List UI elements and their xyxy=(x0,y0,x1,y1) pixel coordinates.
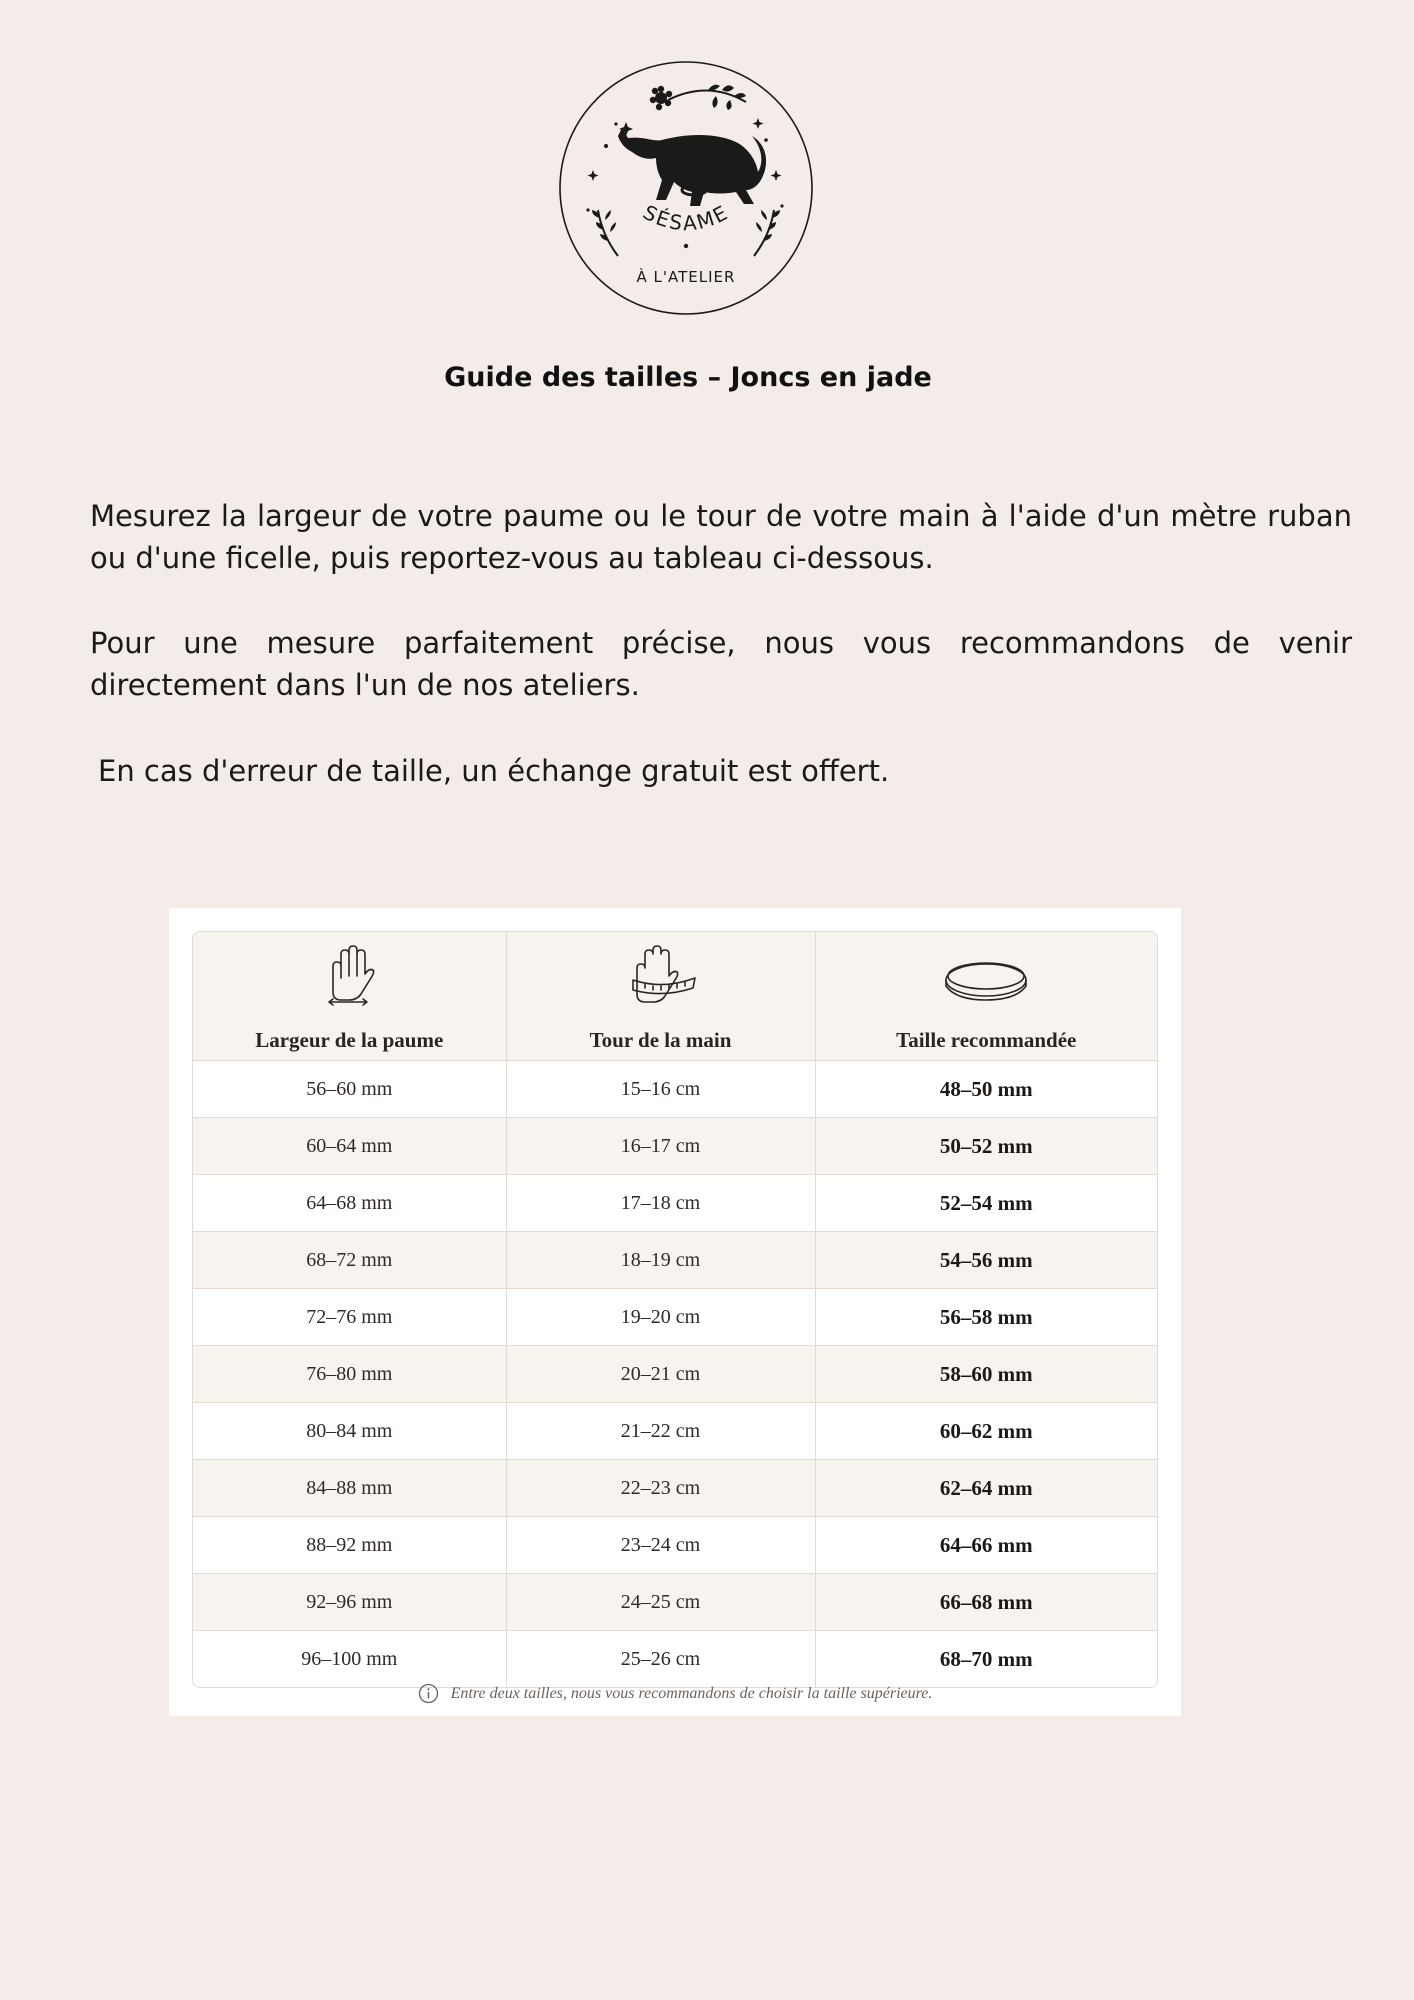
page-title: Guide des tailles – Joncs en jade xyxy=(444,362,932,393)
cell-hand-circumference: 22–23 cm xyxy=(506,1460,815,1517)
cell-recommended-size: 68–70 mm xyxy=(939,1646,1033,1671)
paragraph-exchange: En cas d'erreur de taille, un échange gratuit est offert. xyxy=(98,754,890,788)
table-row xyxy=(193,1346,1157,1403)
cell-hand-circumference: 18–19 cm xyxy=(506,1232,815,1289)
cell-hand-circumference: 16–17 cm xyxy=(506,1118,815,1175)
table-row xyxy=(193,1118,1157,1175)
size-table-wrapper xyxy=(192,931,1158,1688)
cell-palm-width: 60–64 mm xyxy=(193,1118,506,1175)
cell-recommended-size: 58–60 mm xyxy=(815,1346,1157,1403)
cell-hand-circumference: 17–18 cm xyxy=(506,1175,815,1232)
table-row xyxy=(193,1631,1157,1688)
cell-palm-width: 68–72 mm xyxy=(193,1232,506,1289)
table-row xyxy=(193,1517,1157,1574)
cell-hand-circumference: 24–25 cm xyxy=(506,1574,815,1631)
table-header-row xyxy=(193,932,1157,1061)
hand-width-icon xyxy=(319,940,379,1012)
cell-recommended-size: 60–62 mm xyxy=(815,1403,1157,1460)
cell-palm-width: 76–80 mm xyxy=(193,1346,506,1403)
cell-recommended-size: 56–58 mm xyxy=(815,1289,1157,1346)
cell-hand-circumference: 21–22 cm xyxy=(506,1403,815,1460)
cell-recommended-size: 66–68 mm xyxy=(815,1574,1157,1631)
table-row xyxy=(193,1232,1157,1289)
cell-palm-width: 88–92 mm xyxy=(193,1517,506,1574)
cell-palm-width: 72–76 mm xyxy=(193,1289,506,1346)
svg-text:SÉSAME xyxy=(639,200,733,235)
logo-subtitle: À L'ATELIER xyxy=(636,268,736,286)
cell-hand-circumference: 19–20 cm xyxy=(506,1289,815,1346)
cell-recommended-size: 52–54 mm xyxy=(815,1175,1157,1232)
cell-palm-width: 56–60 mm xyxy=(193,1061,506,1118)
table-footnote xyxy=(169,1683,1181,1704)
info-icon xyxy=(418,1683,439,1704)
footnote-text: Entre deux tailles, nous vous recommandons de choisir la taille supérieure. xyxy=(450,1684,933,1702)
sesame-logo-icon xyxy=(558,60,814,316)
cell-recommended-size: 64–66 mm xyxy=(815,1517,1157,1574)
cell-palm-width: 84–88 mm xyxy=(193,1460,506,1517)
cell-palm-width: 64–68 mm xyxy=(193,1175,506,1232)
header-palm-width xyxy=(193,932,506,1061)
cell-hand-circumference: 20–21 cm xyxy=(506,1346,815,1403)
header-label: Taille recommandée xyxy=(896,1028,1077,1052)
size-table xyxy=(193,932,1157,1687)
cell-hand-circumference: 23–24 cm xyxy=(506,1517,815,1574)
paragraph-atelier: Pour une mesure parfaitement précise, nous vous recommandons de venir directement dans l'un de nos ateliers. xyxy=(90,626,1352,702)
cell-hand-circumference: 15–16 cm xyxy=(506,1061,815,1118)
table-row xyxy=(193,1175,1157,1232)
logo-name: SÉSAME xyxy=(639,199,733,236)
cell-recommended-size: 54–56 mm xyxy=(815,1232,1157,1289)
bangle-icon xyxy=(941,952,1031,1012)
table-row xyxy=(193,1061,1157,1118)
cell-palm-width: 80–84 mm xyxy=(193,1403,506,1460)
table-row xyxy=(193,1403,1157,1460)
cell-palm-width: 96–100 mm xyxy=(193,1631,506,1688)
table-row xyxy=(193,1289,1157,1346)
header-label: Largeur de la paume xyxy=(255,1028,444,1052)
header-label: Tour de la main xyxy=(589,1028,732,1052)
paragraph-measure: Mesurez la largeur de votre paume ou le tour de votre main à l'aide d'un mètre ruban ou d'une ficelle, puis reportez-vous au tableau ci-dessous. xyxy=(90,499,1352,575)
table-row xyxy=(193,1460,1157,1517)
brand-logo xyxy=(558,60,814,316)
hand-measure-icon xyxy=(623,940,699,1012)
header-recommended-size xyxy=(815,932,1157,1061)
cell-recommended-size: 50–52 mm xyxy=(815,1118,1157,1175)
cell-recommended-size: 62–64 mm xyxy=(815,1460,1157,1517)
table-row xyxy=(193,1574,1157,1631)
size-table-card xyxy=(169,908,1181,1716)
header-hand-circumference xyxy=(506,932,815,1061)
cell-recommended-size: 48–50 mm xyxy=(815,1061,1157,1118)
cell-hand-circumference: 25–26 cm xyxy=(506,1631,815,1688)
cell-palm-width: 92–96 mm xyxy=(193,1574,506,1631)
